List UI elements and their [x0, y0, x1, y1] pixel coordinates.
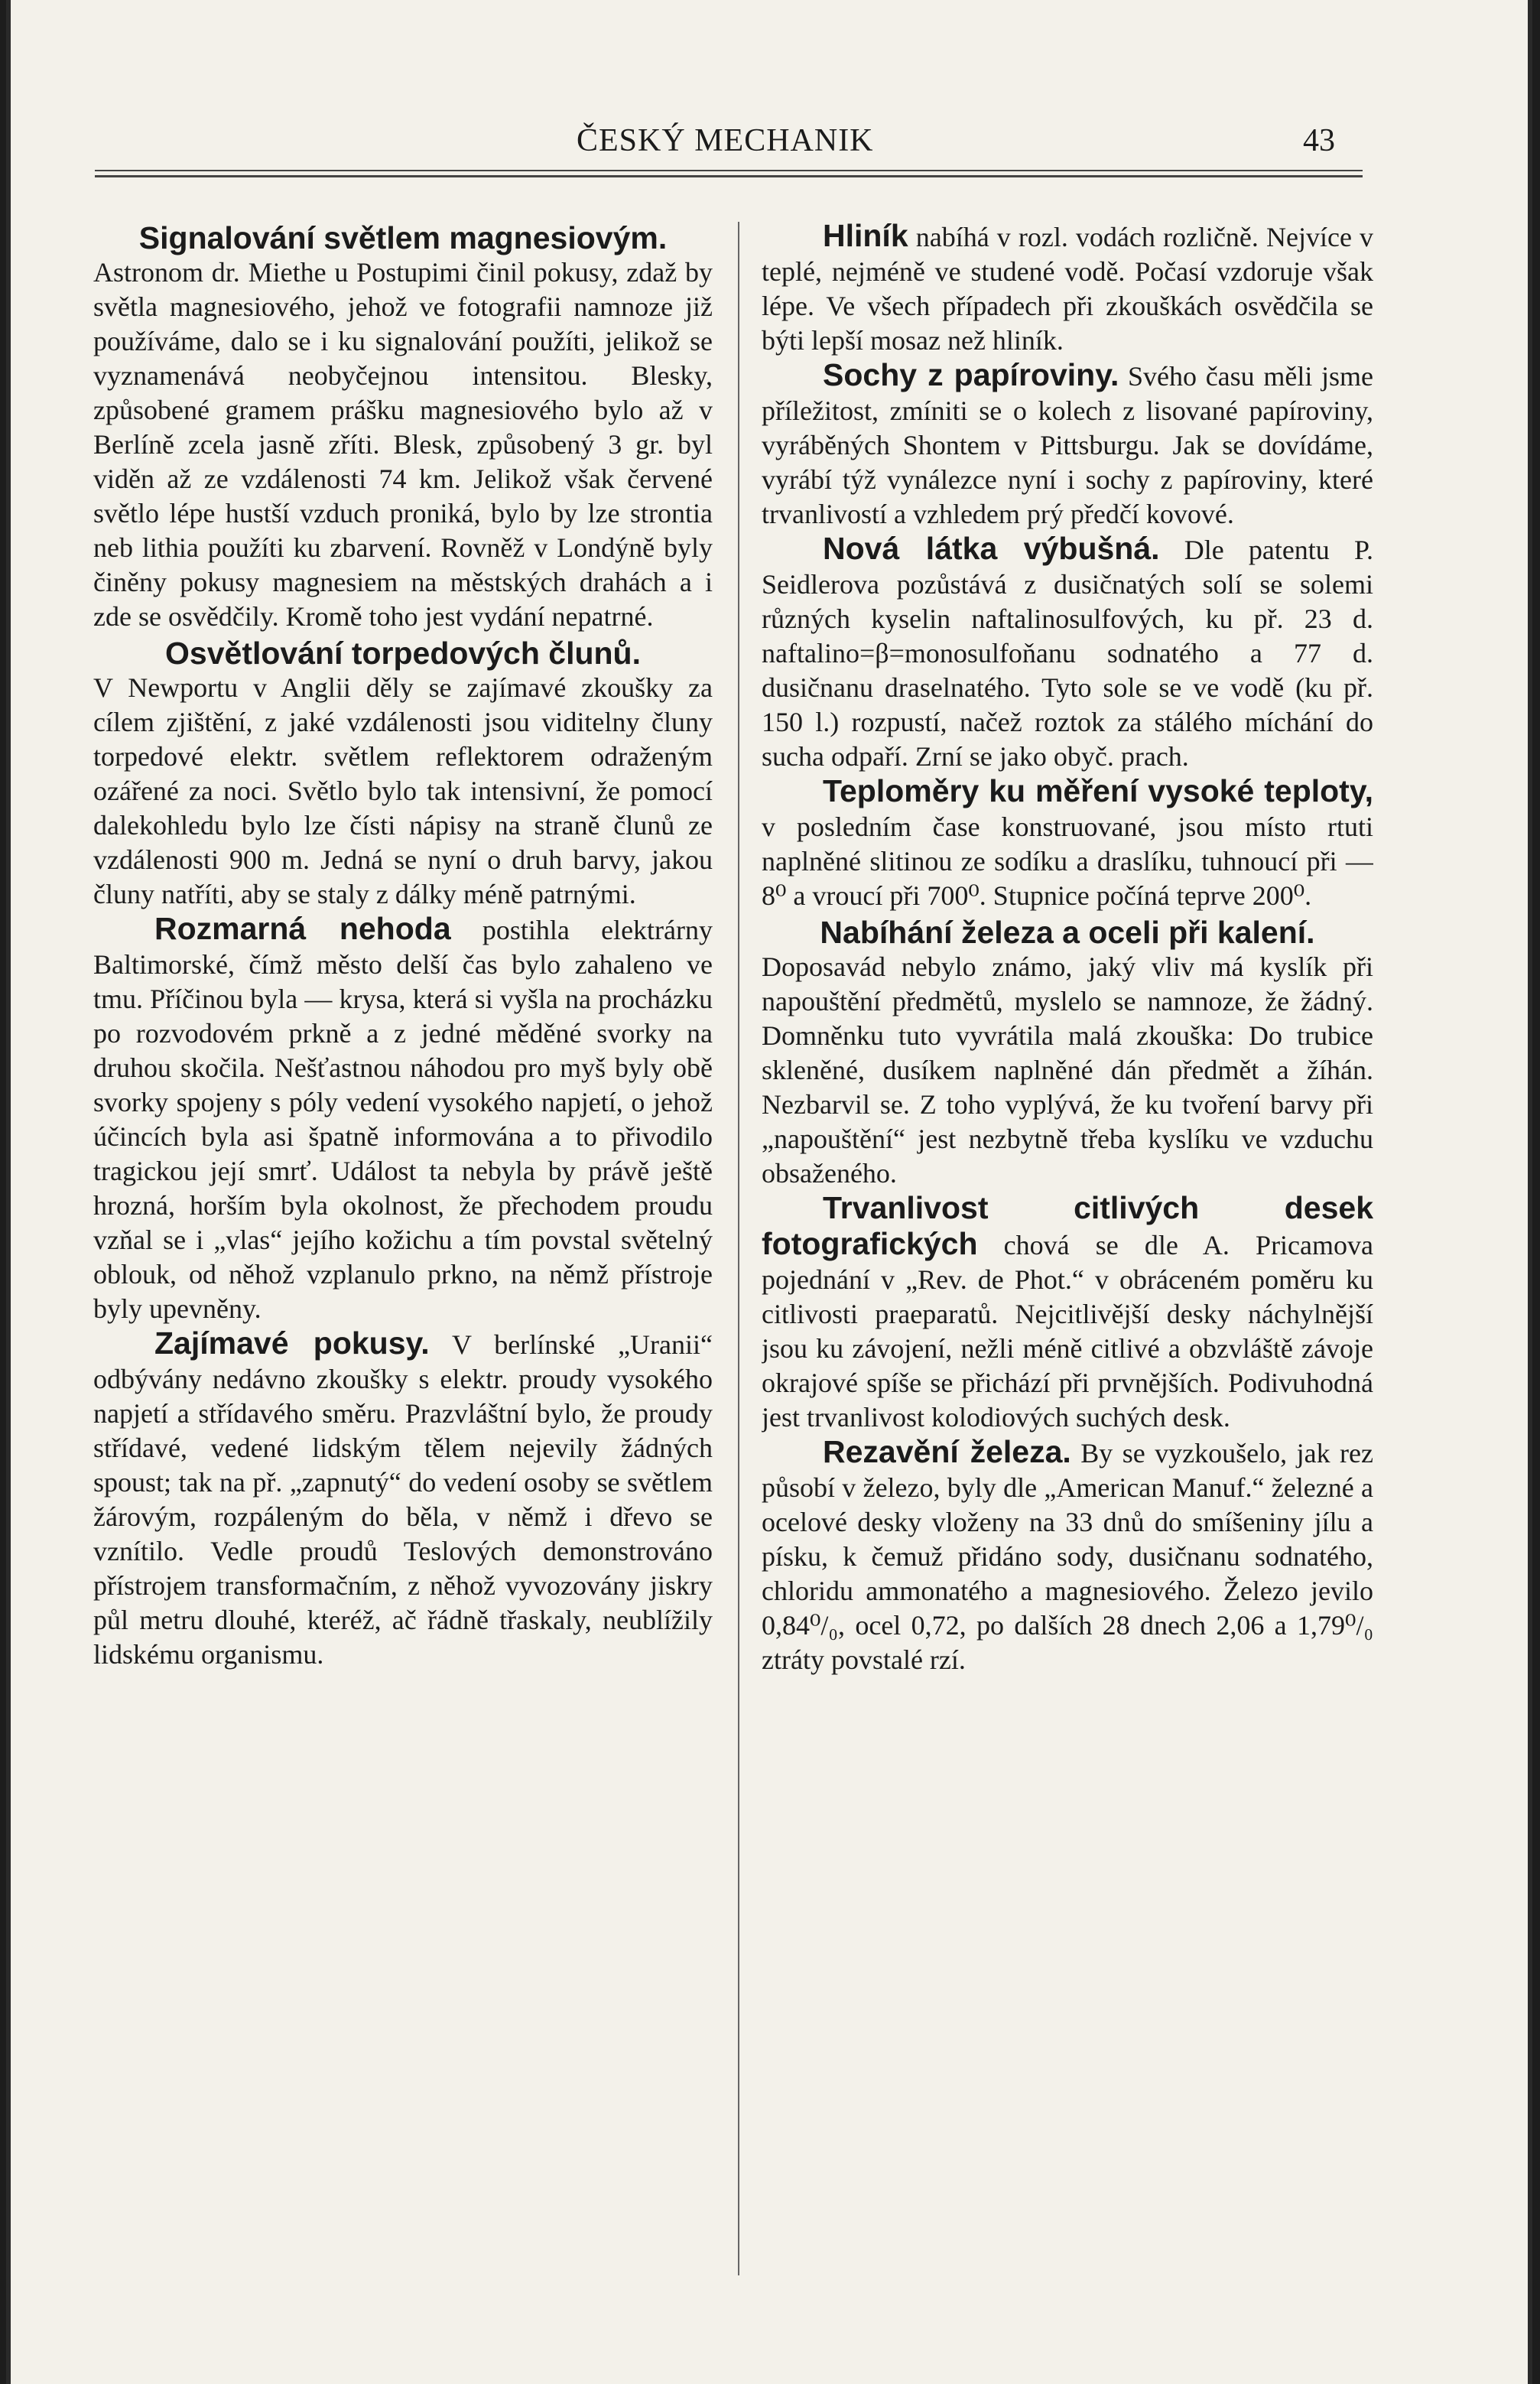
- journal-page: [11, 0, 1528, 2384]
- article-body: V berlínské „Uranii“ odbývány nedávno zkoušky s elektr. proudy vysokého napjetí a střídavého směru. Prazvláštní bylo, že proudy střídavé, vedené lidským tělem nejevily žádných spoust; tak na př. „zapnutý“ do vedení osoby se světlem žárovým, rozpáleným do běla, v němž i dřevo se vznítilo. Vedle proudů Teslových demonstrováno přístrojem transformačním, z něhož vyvozovány jiskry půl metru dlouhé, kteréž, ač řádně třaskaly, neublížily lidskému organismu.: [93, 1329, 713, 1670]
- article-paragraph: [762, 1435, 1373, 1677]
- page-number: 43: [1303, 123, 1335, 158]
- article-run-in-heading: Zajímavé pokusy.: [154, 1325, 430, 1361]
- article-run-in-heading: Teploměry ku měření vysoké teploty,: [823, 773, 1373, 808]
- article-run-in-heading: Trvanlivost citlivých desek fotografických: [762, 1190, 1373, 1261]
- article-run-in-heading: Rezavění železa.: [823, 1434, 1071, 1469]
- right-column: [762, 219, 1373, 1677]
- article-run-in-heading: Rozmarná nehoda: [154, 911, 451, 946]
- header-rule: [95, 170, 1363, 171]
- header-rule-thick: [95, 175, 1363, 177]
- article-paragraph: [93, 1326, 713, 1672]
- article-paragraph: [762, 358, 1373, 532]
- article-body: V Newportu v Anglii děly se zajímavé zkoušky za cílem zjištění, z jaké vzdálenosti jsou viditelny čluny torpedové elektr. světlem reflektorem odraženým ozářené za noci. Světlo bylo tak intensivní, že pomocí dalekohledu bylo lze čísti nápisy na straně člunů ze vzdálenosti 900 m. Jedná se nyní o druh barvy, jakou čluny natříti, aby se staly z dálky méně patrnými.: [93, 672, 713, 909]
- article-body: nabíhá v rozl. vodách rozličně. Nejvíce v teplé, nejméně ve studené vodě. Počasí vzdoruje však lépe. Ve všech případech při zkouškách osvědčila se býti lepší mosaz než hliník.: [762, 222, 1373, 356]
- article-paragraph: [762, 774, 1373, 913]
- left-column: [93, 219, 713, 1672]
- article-heading: Osvětlování torpedových člunů.: [165, 636, 641, 671]
- article-run-in-heading: Nová látka výbušná.: [823, 531, 1160, 566]
- column-divider: [738, 222, 739, 2275]
- article-body: Dle patentu P. Seidlerova pozůstává z dusičnatých solí se solemi různých kyselin naftalinosulfových, ku př. 23 d. naftalino=β=monosulfoňanu sodnatého a 77 d. dusičnanu draselnatého. Tyto sole se ve vodě (ku př. 150 l.) rozpustí, načež roztok za stálého míchání do sucha odpaří. Zrní se jako obyč. prach.: [762, 535, 1373, 772]
- article-run-in-heading: Sochy z papíroviny.: [823, 357, 1119, 392]
- article-body: v posledním čase konstruované, jsou místo rtuti naplněné slitinou ze sodíku a draslíku, tuhnoucí při — 8⁰ a vroucí při 700⁰. Stupnice počíná teprve 200⁰.: [762, 811, 1373, 911]
- article-body: Svého času měli jsme příležitost, zmíniti se o kolech z lisované papíroviny, vyráběných Shontem v Pittsburgu. Jak se dovídáme, vyrábí týž vynálezce nyní i sochy z papíroviny, které trvanlivostí a vzhledem prý předčí kovové.: [762, 361, 1373, 529]
- running-title: ČESKÝ MECHANIK: [577, 123, 874, 158]
- article-heading: Signalování světlem magnesiovým.: [138, 220, 668, 255]
- article-run-in-heading: Hliník: [823, 219, 908, 253]
- article-body: chová se dle A. Pricamova pojednání v „Rev. de Phot.“ v obráceném poměru ku citlivosti praeparatů. Nejcitlivější desky náchylnější jsou ku závojení, nežli méně citlivé a obzvláště závoje okrajové spíše se přichází při prvnějších. Podivuhodná jest trvanlivost kolodiových suchých desk.: [762, 1230, 1373, 1433]
- article-body: Doposavád nebylo známo, jaký vliv má kyslík při napouštění předmětů, myslelo se namnoze, že žádný. Domněnku tuto vyvrátila malá zkouška: Do trubice skleněné, dusíkem naplněné dán předmět a žíhán. Nezbarvil se. Z toho vyplývá, že ku tvoření barvy při „napouštění“ jest nezbytně třeba kyslíku ve vzduchu obsaženého.: [762, 951, 1373, 1189]
- article-heading: Nabíhání železa a oceli při kalení.: [820, 915, 1315, 950]
- article-paragraph: [93, 912, 713, 1326]
- article-body: By se vyzkoušelo, jak rez působí v železo, byly dle „American Manuf.“ železné a ocelové desky vloženy na 33 dnů do smíšeniny jílu a písku, k čemuž přidáno sody, dusičnanu sodnatého, chloridu ammonatého a magnesiového. Železo jevilo 0,84⁰/₀, ocel 0,72, po dalších 28 dnech 2,06 a 1,79⁰/₀ ztráty povstalé rzí.: [762, 1438, 1373, 1675]
- article-paragraph: [762, 532, 1373, 774]
- article-paragraph: [762, 219, 1373, 358]
- article-paragraph: [762, 1191, 1373, 1435]
- article-body: postihla elektrárny Baltimorské, čímž město delší čas bylo zahaleno ve tmu. Příčinou byla — krysa, která si vyšla na procházku po rozvodovém prkně a z jedné měděné svorky na druhou skočila. Nešťastnou náhodou pro myš byly obě svorky spojeny s póly vedení vysokého napjetí, o jehož účincích byla asi špatně informována a to přivodilo tragickou její smrť. Událost ta nebyla by právě ještě hrozná, horším byla okolnost, že přechodem proudu vzňal se i „vlas“ jejího kožichu a tím povstal světelný oblouk, od něhož vzplanulo prkno, na němž přístroje byly upevněny.: [93, 915, 713, 1324]
- article-body: Astronom dr. Miethe u Postupimi činil pokusy, zdaž by světla magnesiového, jehož ve fotografii namnoze již používáme, dalo se i ku signalování použíti, jelikož se vyznamenává neobyčejnou intensitou. Blesky, způsobené gramem prášku magnesiového bylo až v Berlíně zcela jasně zříti. Blesk, způsobený 3 gr. byl viděn až ze vzdálenosti 74 km. Jelikož však červené světlo lépe hustší vzduch proniká, bylo by lze strontia neb lithia použíti ku zbarvení. Rovněž v Londýně byly činěny pokusy magnesiem na městských drahách a i zde se osvědčily. Kromě toho jest vydání nepatrné.: [93, 257, 713, 632]
